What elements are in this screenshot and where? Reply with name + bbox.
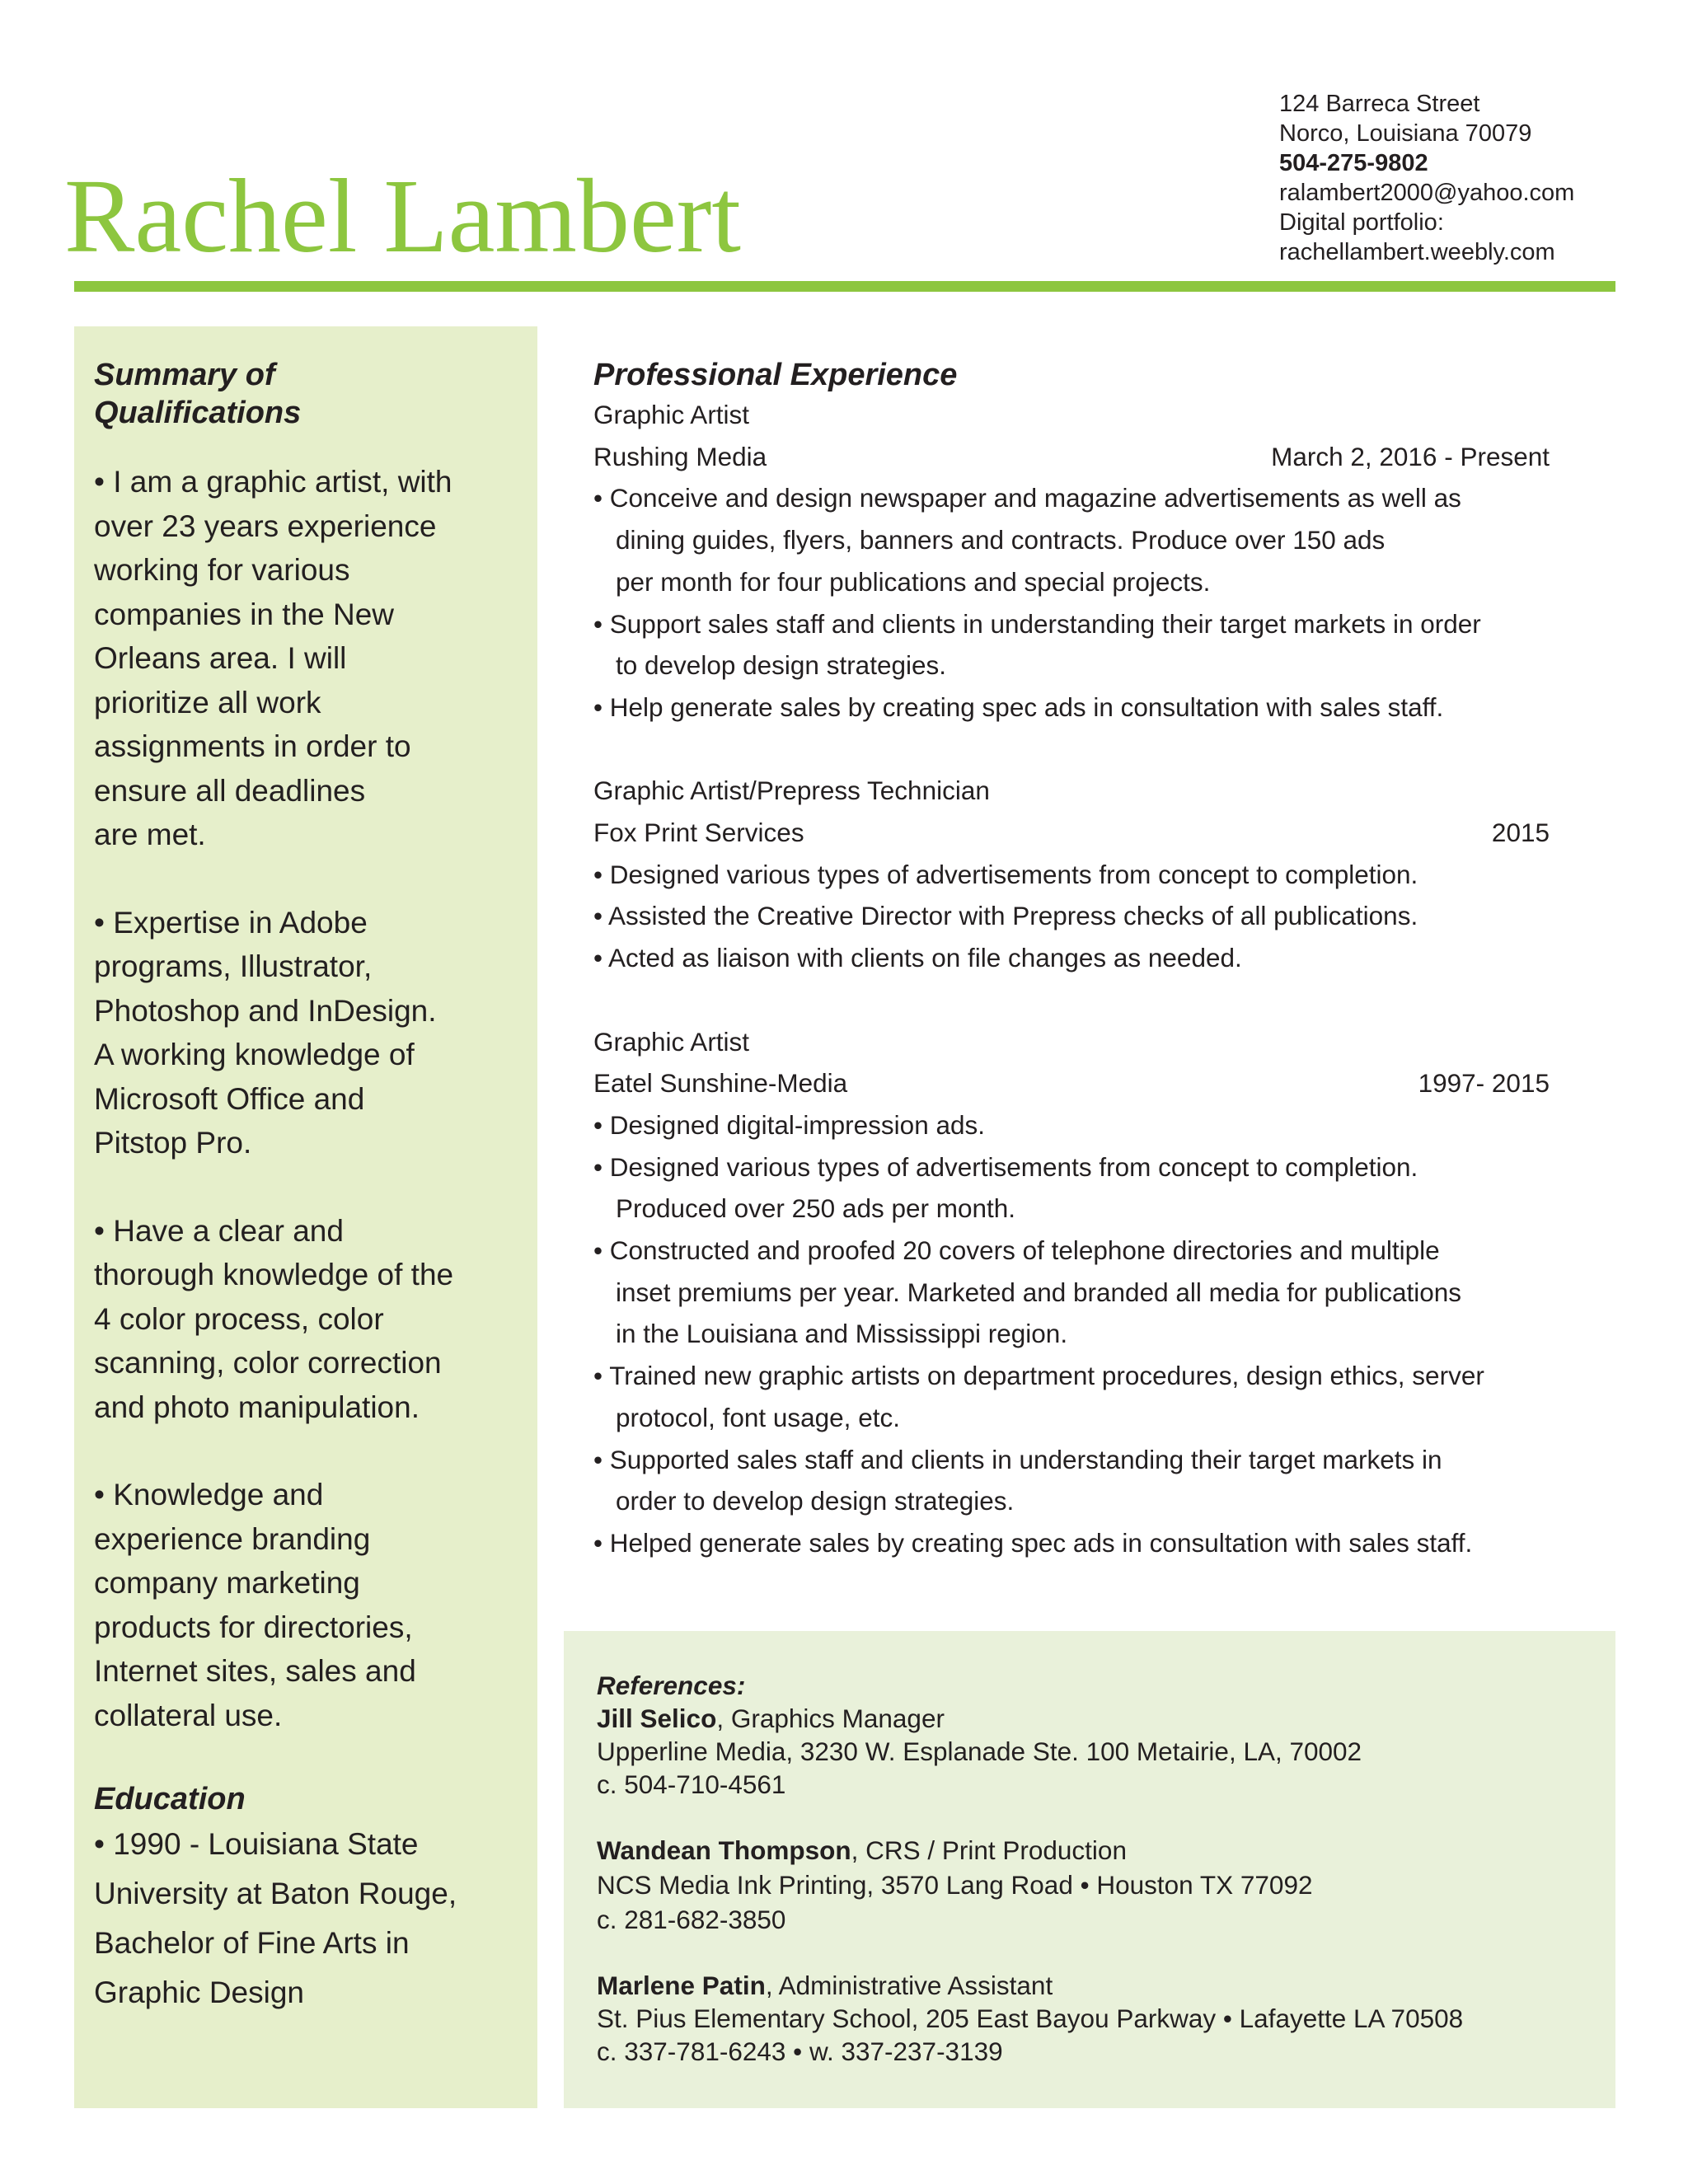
bullet-line: to develop design strategies. — [616, 650, 947, 681]
bullet-line: • Supported sales staff and clients in understanding their target markets in — [593, 1444, 1442, 1474]
text-line: collateral use. — [94, 1698, 283, 1732]
job-bullet — [593, 1522, 1550, 1564]
job-title: Graphic Artist/Prepress Technician — [593, 776, 990, 806]
reference-entry — [597, 1969, 1615, 2068]
text-line: products for directories, — [94, 1610, 413, 1644]
text-line: Bachelor of Fine Arts in — [94, 1926, 410, 1960]
job-bullet — [593, 1104, 1550, 1146]
text-line: A working knowledge of — [94, 1038, 415, 1071]
text-line: • Expertise in Adobe — [94, 905, 368, 940]
text-line: programs, Illustrator, — [94, 949, 373, 983]
job-bullet — [593, 1146, 1550, 1230]
reference-name: Marlene Patin — [597, 1971, 766, 2000]
reference-phone: c. 281-682-3850 — [597, 1905, 786, 1934]
company-name: Fox Print Services — [593, 818, 804, 848]
job-bullet — [593, 854, 1550, 896]
reference-name: Wandean Thompson — [597, 1835, 851, 1865]
qualification-item — [94, 460, 537, 857]
job-bullet — [593, 895, 1550, 937]
job-dates: 1997- 2015 — [1418, 1068, 1550, 1099]
job-entry — [593, 979, 1550, 1564]
job-bullet — [593, 1355, 1550, 1438]
bullet-line: • Designed various types of advertisements from concept to completion. — [593, 1151, 1418, 1182]
references-box — [564, 1631, 1615, 2108]
experience-section — [593, 356, 1550, 1564]
bullet-line: inset premiums per year. Marketed and branded all media for publications — [616, 1277, 1462, 1307]
resume-name: Rachel Lambert — [64, 157, 741, 274]
text-line: University at Baton Rouge, — [94, 1877, 457, 1910]
header-divider — [74, 281, 1615, 292]
reference-role: , Administrative Assistant — [765, 1971, 1053, 2000]
text-line: are met. — [94, 818, 206, 851]
text-line: ensure all deadlines — [94, 773, 366, 808]
reference-role: , Graphics Manager — [716, 1704, 945, 1733]
text-line: 4 color process, color — [94, 1301, 384, 1336]
job-title: Graphic Artist — [593, 400, 750, 429]
text-line: Pitstop Pro. — [94, 1126, 252, 1160]
bullet-line: • Help generate sales by creating spec ads in consultation with sales staff. — [593, 691, 1444, 722]
text-line: assignments in order to — [94, 729, 411, 763]
reference-address: St. Pius Elementary School, 205 East Bayou Parkway • Lafayette LA 70508 — [597, 2004, 1464, 2033]
bullet-line: • Support sales staff and clients in understanding their target markets in order — [593, 608, 1481, 639]
bullet-line: • Acted as liaison with clients on file changes as needed. — [593, 943, 1242, 973]
text-line: thorough knowledge of the — [94, 1258, 454, 1291]
bullet-line: Produced over 250 ads per month. — [616, 1193, 1016, 1224]
job-list — [593, 394, 1550, 1564]
city-line: Norco, Louisiana 70079 — [1279, 120, 1532, 147]
qualification-item — [94, 1209, 537, 1430]
job-bullet — [593, 1230, 1550, 1355]
text-line: • I am a graphic artist, with — [94, 465, 452, 499]
qualification-item — [94, 1473, 537, 1737]
text-line: scanning, color correction — [94, 1346, 442, 1380]
job-bullet — [593, 477, 1550, 602]
bullet-line: • Conceive and design newspaper and magazine advertisements as well as — [593, 483, 1461, 513]
education-heading: Education — [94, 1782, 246, 1816]
text-line: • Knowledge and — [94, 1478, 324, 1511]
bullet-line: • Assisted the Creative Director with Prepress checks of all publications. — [593, 901, 1418, 931]
job-title: Graphic Artist — [593, 1026, 750, 1057]
reference-address: NCS Media Ink Printing, 3570 Lang Road • Houston TX 77092 — [597, 1870, 1313, 1900]
text-line: company marketing — [94, 1566, 360, 1600]
reference-phone: c. 504-710-4561 — [597, 1769, 786, 1799]
bullet-line: • Constructed and proofed 20 covers of telephone directories and multiple — [593, 1235, 1440, 1266]
job-dates: 2015 — [1491, 818, 1550, 848]
reference-phone: c. 337-781-6243 • w. 337-237-3139 — [597, 2036, 1003, 2066]
text-line: prioritize all work — [94, 685, 321, 719]
job-entry — [593, 729, 1550, 979]
job-bullet — [593, 687, 1550, 729]
job-bullet — [593, 937, 1550, 979]
bullet-line: • Trained new graphic artists on department procedures, design ethics, server — [593, 1361, 1484, 1391]
bullet-line: per month for four publications and special projects. — [616, 566, 1211, 597]
bullet-line: • Designed various types of advertisements from concept to completion. — [593, 859, 1418, 889]
portfolio-label: Digital portfolio: — [1279, 209, 1444, 236]
text-line: Internet sites, sales and — [94, 1654, 416, 1688]
job-bullet — [593, 1439, 1550, 1522]
reference-role: , CRS / Print Production — [851, 1835, 1127, 1865]
reference-address: Upperline Media, 3230 W. Esplanade Ste. 100 Metairie, LA, 70002 — [597, 1736, 1362, 1766]
reference-entry — [597, 1702, 1615, 1801]
bullet-line: dining guides, flyers, banners and contracts. Produce over 150 ads — [616, 525, 1386, 555]
phone-number: 504-275-9802 — [1279, 150, 1428, 176]
bullet-line: order to develop design strategies. — [616, 1486, 1015, 1516]
text-line: Microsoft Office and — [94, 1081, 365, 1116]
contact-block — [1279, 89, 1574, 267]
text-line: Photoshop and InDesign. — [94, 993, 437, 1028]
job-dates: March 2, 2016 - Present — [1271, 441, 1550, 471]
qualification-item — [94, 901, 537, 1165]
text-line: working for various — [94, 553, 350, 587]
portfolio-link[interactable]: rachellambert.weebly.com — [1279, 239, 1555, 265]
job-entry — [593, 394, 1550, 729]
text-line: and photo manipulation. — [94, 1390, 420, 1424]
bullet-line: • Designed digital-impression ads. — [593, 1109, 986, 1140]
company-name: Eatel Sunshine-Media — [593, 1068, 848, 1099]
text-line: companies in the New — [94, 597, 395, 631]
bullet-line: in the Louisiana and Mississippi region. — [616, 1319, 1068, 1349]
text-line: over 23 years experience — [94, 509, 437, 543]
text-line: Orleans area. I will — [94, 641, 347, 675]
text-line: experience branding — [94, 1521, 371, 1556]
bullet-line: • Helped generate sales by creating spec ads in consultation with sales staff. — [593, 1527, 1473, 1558]
summary-heading: Summary of Qualifications — [94, 358, 302, 430]
experience-heading: Professional Experience — [593, 358, 958, 392]
text-line: • Have a clear and — [94, 1213, 344, 1248]
qualifications-sidebar — [74, 326, 537, 2108]
address-line: 124 Barreca Street — [1279, 91, 1480, 117]
reference-entry — [597, 1834, 1615, 1936]
education-item — [94, 1820, 537, 2018]
company-name: Rushing Media — [593, 441, 767, 471]
text-line: Graphic Design — [94, 1975, 305, 2009]
text-line: • 1990 - Louisiana State — [94, 1827, 419, 1861]
reference-name: Jill Selico — [597, 1704, 717, 1733]
email-address[interactable]: ralambert2000@yahoo.com — [1279, 180, 1575, 206]
bullet-line: protocol, font usage, etc. — [616, 1402, 900, 1432]
references-heading: References: — [597, 1671, 746, 1700]
job-bullet — [593, 603, 1550, 687]
